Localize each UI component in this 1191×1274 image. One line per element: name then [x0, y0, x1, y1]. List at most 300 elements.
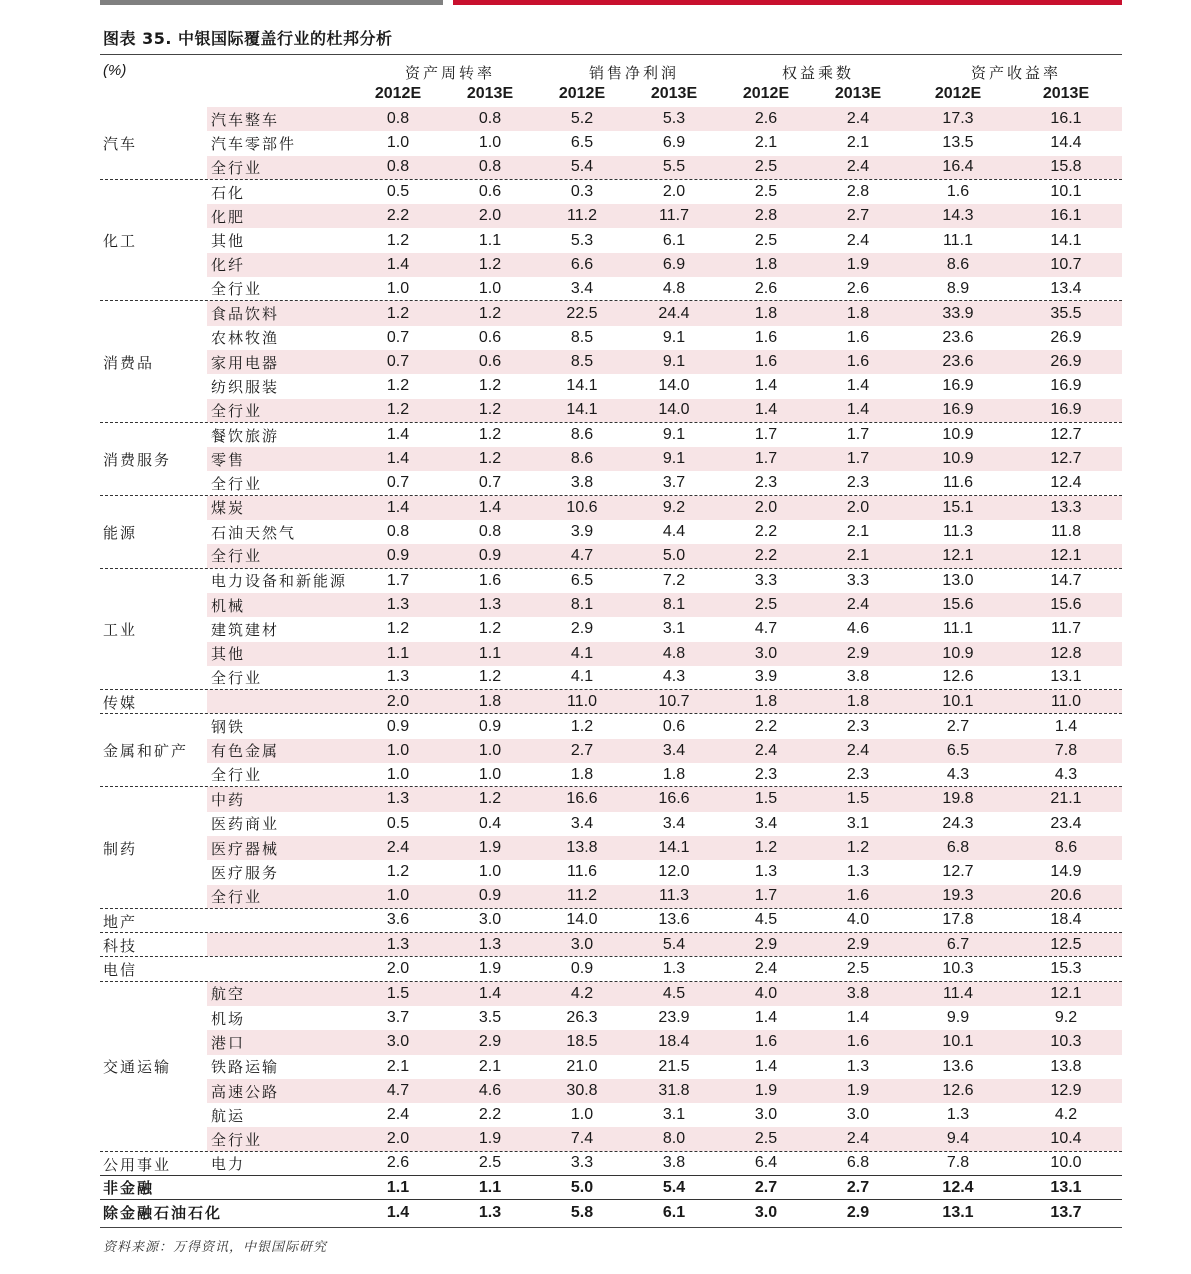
subsector-label: 全行业	[211, 1130, 263, 1149]
value-cell: 10.1	[942, 1033, 974, 1051]
value-cell: 3.4	[662, 814, 686, 832]
value-cell: 1.6	[754, 328, 778, 346]
value-cell: 18.4	[658, 1033, 690, 1051]
value-cell: 1.0	[386, 134, 410, 152]
value-cell: 3.3	[754, 571, 778, 589]
table-row	[100, 593, 1122, 617]
value-cell: 9.4	[946, 1130, 970, 1148]
value-cell: 23.9	[658, 1009, 690, 1027]
value-cell: 10.3	[1050, 1033, 1082, 1051]
value-cell: 1.0	[478, 765, 502, 783]
sector-label: 消费品	[103, 353, 155, 372]
value-cell: 24.4	[658, 304, 690, 322]
value-cell: 4.0	[754, 984, 778, 1002]
value-cell: 3.5	[478, 1009, 502, 1027]
value-cell: 2.5	[478, 1154, 502, 1172]
subsector-label: 全行业	[211, 547, 263, 566]
value-cell: 4.5	[754, 911, 778, 929]
value-cell: 13.1	[1050, 668, 1082, 686]
table-row	[100, 812, 1122, 836]
sector-label: 电信	[103, 961, 138, 980]
header-bar-gray	[100, 0, 443, 5]
value-cell: 21.5	[658, 1057, 690, 1075]
value-cell: 1.0	[386, 741, 410, 759]
value-cell: 2.6	[386, 1154, 410, 1172]
table-row	[100, 836, 1122, 860]
col-group-asset-turnover: 资产周转率	[404, 64, 495, 82]
value-cell: 2.4	[754, 741, 778, 759]
table-row	[100, 471, 1122, 495]
value-cell: 1.2	[386, 863, 410, 881]
value-cell: 2.9	[478, 1033, 502, 1051]
col-year: 2012E	[374, 85, 422, 102]
value-cell: 4.7	[570, 546, 594, 564]
value-cell: 23.6	[942, 353, 974, 371]
value-cell: 1.7	[846, 426, 870, 443]
col-year: 2013E	[650, 85, 698, 102]
value-cell: 12.7	[942, 863, 974, 881]
dupont-table	[100, 107, 1122, 1225]
value-cell: 1.8	[754, 304, 778, 322]
value-cell: 0.9	[478, 717, 502, 735]
value-cell: 13.3	[1050, 498, 1082, 516]
unit-label: (%)	[103, 62, 127, 79]
value-cell: 1.2	[478, 790, 502, 808]
value-cell: 14.0	[658, 401, 690, 419]
value-cell: 3.8	[662, 1154, 686, 1172]
value-cell: 1.2	[478, 401, 502, 419]
value-cell: 1.9	[754, 1082, 778, 1100]
value-cell: 4.1	[570, 668, 594, 686]
value-cell: 0.8	[386, 523, 410, 541]
value-cell: 5.4	[662, 935, 686, 953]
value-cell: 1.4	[478, 984, 502, 1002]
value-cell: 1.8	[754, 692, 778, 710]
value-cell: 3.3	[570, 1154, 594, 1172]
value-cell: 2.0	[846, 498, 870, 516]
sector-label: 汽车	[103, 134, 138, 153]
value-cell: 9.1	[662, 426, 686, 443]
value-cell: 23.6	[942, 328, 974, 346]
value-cell: 1.7	[386, 571, 410, 589]
value-cell: 3.0	[754, 1106, 778, 1124]
value-cell: 12.1	[1050, 546, 1082, 564]
value-cell: 11.7	[659, 207, 689, 225]
value-cell: 2.7	[846, 1178, 870, 1196]
table-row	[100, 739, 1122, 763]
subsector-label: 全行业	[211, 401, 263, 420]
value-cell: 4.1	[570, 644, 594, 662]
subsector-label: 食品饮料	[211, 305, 280, 324]
value-cell: 5.5	[662, 158, 686, 176]
subsector-label: 医疗器械	[211, 839, 280, 858]
value-cell: 1.0	[386, 765, 410, 783]
sector-label: 制药	[103, 839, 138, 858]
subsector-label: 全行业	[211, 158, 263, 177]
value-cell: 11.8	[1051, 523, 1081, 541]
value-cell: 6.8	[846, 1154, 870, 1172]
value-cell: 17.3	[942, 110, 974, 128]
table-row	[100, 204, 1122, 228]
value-cell: 1.4	[846, 377, 870, 395]
value-cell: 18.4	[1050, 911, 1082, 929]
value-cell: 5.3	[662, 110, 686, 128]
value-cell: 9.1	[662, 450, 686, 468]
subsector-label: 煤炭	[211, 499, 246, 518]
value-cell: 11.0	[567, 692, 597, 710]
value-cell: 2.7	[570, 741, 594, 759]
value-cell: 0.9	[478, 546, 502, 564]
value-cell: 8.9	[946, 279, 970, 297]
value-cell: 3.1	[662, 620, 686, 638]
value-cell: 1.8	[478, 692, 502, 710]
value-cell: 2.8	[846, 183, 870, 201]
value-cell: 8.6	[1054, 839, 1078, 857]
value-cell: 2.4	[386, 1106, 410, 1124]
value-cell: 1.2	[478, 450, 502, 468]
value-cell: 2.3	[846, 765, 870, 783]
value-cell: 1.2	[478, 304, 502, 322]
value-cell: 6.5	[570, 571, 594, 589]
figure-title: 图表 35. 中银国际覆盖行业的杜邦分析	[103, 29, 393, 48]
value-cell: 1.2	[478, 255, 502, 273]
table-row	[100, 228, 1122, 252]
value-cell: 4.2	[1054, 1106, 1078, 1124]
value-cell: 0.8	[386, 110, 410, 128]
value-cell: 8.1	[570, 596, 594, 614]
value-cell: 1.4	[754, 377, 778, 395]
value-cell: 4.3	[662, 668, 686, 686]
table-row	[100, 156, 1122, 180]
value-cell: 1.0	[478, 134, 502, 152]
value-cell: 2.1	[846, 134, 870, 152]
table-row	[100, 957, 1122, 981]
col-year: 2013E	[834, 85, 882, 102]
value-cell: 2.0	[754, 498, 778, 516]
value-cell: 2.4	[846, 110, 870, 128]
value-cell: 1.6	[946, 183, 970, 201]
value-cell: 8.1	[662, 596, 686, 614]
value-cell: 9.2	[1054, 1009, 1078, 1027]
value-cell: 3.4	[662, 741, 686, 759]
value-cell: 1.9	[846, 1082, 870, 1100]
value-cell: 16.9	[1050, 401, 1082, 419]
value-cell: 2.5	[846, 960, 870, 978]
value-cell: 1.9	[846, 255, 870, 273]
value-cell: 0.4	[478, 814, 502, 832]
value-cell: 2.9	[846, 1203, 870, 1221]
value-cell: 14.4	[1050, 134, 1082, 152]
source-note: 资料来源：万得资讯，中银国际研究	[103, 1240, 328, 1255]
value-cell: 19.8	[942, 790, 974, 808]
value-cell: 1.4	[846, 1009, 870, 1027]
value-cell: 12.7	[1050, 450, 1082, 468]
value-cell: 12.5	[1050, 935, 1082, 953]
value-cell: 6.8	[946, 839, 970, 857]
total-label: 非金融	[103, 1179, 155, 1198]
col-year: 2013E	[1042, 85, 1090, 102]
value-cell: 2.5	[754, 1130, 778, 1148]
table-row	[100, 107, 1122, 131]
value-cell: 0.9	[386, 717, 410, 735]
value-cell: 3.8	[570, 474, 594, 492]
value-cell: 11.1	[943, 620, 973, 638]
value-cell: 5.2	[570, 110, 594, 128]
value-cell: 4.5	[662, 984, 686, 1002]
value-cell: 12.6	[942, 668, 974, 686]
value-cell: 4.2	[570, 984, 594, 1002]
value-cell: 0.9	[570, 960, 594, 978]
table-row	[100, 569, 1122, 593]
col-year: 2013E	[466, 85, 514, 102]
value-cell: 1.1	[478, 644, 502, 662]
value-cell: 2.7	[846, 207, 870, 225]
value-cell: 10.3	[942, 960, 974, 978]
subsector-label: 高速公路	[211, 1082, 280, 1101]
value-cell: 4.6	[846, 620, 870, 638]
value-cell: 10.0	[1050, 1154, 1082, 1172]
total-row	[100, 1200, 1122, 1224]
value-cell: 1.3	[662, 960, 686, 978]
value-cell: 21.1	[1050, 790, 1082, 808]
value-cell: 1.3	[478, 596, 502, 614]
subsector-label: 机场	[211, 1009, 246, 1028]
table-row	[100, 399, 1122, 423]
value-cell: 13.0	[942, 571, 974, 589]
value-cell: 2.1	[846, 546, 870, 564]
value-cell: 1.9	[478, 1130, 502, 1148]
value-cell: 1.0	[570, 1106, 594, 1124]
value-cell: 1.4	[478, 498, 502, 516]
value-cell: 6.5	[570, 134, 594, 152]
value-cell: 3.0	[754, 644, 778, 662]
value-cell: 16.9	[942, 401, 974, 419]
value-cell: 3.7	[386, 1009, 410, 1027]
value-cell: 0.5	[386, 814, 410, 832]
col-year: 2012E	[742, 85, 790, 102]
value-cell: 13.1	[1050, 1178, 1082, 1196]
table-row	[100, 763, 1122, 787]
value-cell: 2.5	[754, 158, 778, 176]
value-cell: 14.7	[1050, 571, 1082, 589]
subsector-label: 港口	[211, 1033, 246, 1052]
value-cell: 11.6	[567, 863, 597, 881]
subsector-label: 机械	[211, 596, 246, 615]
value-cell: 4.3	[946, 765, 970, 783]
value-cell: 12.8	[1050, 644, 1082, 662]
value-cell: 1.7	[754, 887, 778, 905]
value-cell: 10.1	[942, 692, 974, 710]
sector-label: 工业	[103, 620, 138, 639]
value-cell: 14.1	[566, 377, 598, 395]
value-cell: 2.2	[478, 1106, 502, 1124]
value-cell: 3.6	[386, 911, 410, 929]
value-cell: 1.4	[386, 255, 410, 273]
value-cell: 11.2	[567, 207, 597, 225]
value-cell: 1.6	[754, 1033, 778, 1051]
value-cell: 11.3	[659, 887, 689, 905]
value-cell: 4.7	[754, 620, 778, 638]
table-row	[100, 787, 1122, 811]
subsector-label: 电力	[211, 1154, 246, 1173]
value-cell: 1.2	[386, 401, 410, 419]
value-cell: 8.6	[570, 426, 594, 443]
value-cell: 14.1	[566, 401, 598, 419]
subsector-label: 铁路运输	[211, 1058, 280, 1077]
table-row	[100, 1006, 1122, 1030]
value-cell: 3.4	[754, 814, 778, 832]
value-cell: 1.2	[846, 839, 870, 857]
value-cell: 13.8	[1050, 1057, 1082, 1075]
sector-label: 公用事业	[103, 1155, 172, 1174]
value-cell: 2.2	[386, 207, 410, 225]
value-cell: 11.2	[567, 887, 597, 905]
value-cell: 2.1	[754, 134, 778, 152]
value-cell: 13.4	[1050, 279, 1082, 297]
table-row	[100, 520, 1122, 544]
value-cell: 1.2	[386, 377, 410, 395]
value-cell: 14.1	[658, 839, 690, 857]
value-cell: 4.3	[1054, 765, 1078, 783]
value-cell: 1.4	[754, 1009, 778, 1027]
value-cell: 0.7	[386, 353, 410, 371]
subsector-label: 石化	[211, 183, 246, 202]
table-row	[100, 642, 1122, 666]
value-cell: 3.3	[846, 571, 870, 589]
value-cell: 16.9	[942, 377, 974, 395]
table-row	[100, 496, 1122, 520]
value-cell: 2.4	[846, 1130, 870, 1148]
table-row	[100, 423, 1122, 447]
value-cell: 1.3	[386, 935, 410, 953]
value-cell: 1.6	[846, 1033, 870, 1051]
value-cell: 1.4	[846, 401, 870, 419]
value-cell: 1.3	[386, 668, 410, 686]
value-cell: 8.5	[570, 353, 594, 371]
value-cell: 0.8	[386, 158, 410, 176]
value-cell: 10.7	[1050, 255, 1082, 273]
value-cell: 5.4	[662, 1178, 686, 1196]
value-cell: 21.0	[566, 1057, 598, 1075]
value-cell: 10.9	[942, 450, 974, 468]
value-cell: 23.4	[1050, 814, 1082, 832]
value-cell: 1.4	[1054, 717, 1078, 735]
value-cell: 2.3	[846, 474, 870, 492]
value-cell: 2.9	[846, 644, 870, 662]
table-row	[100, 885, 1122, 909]
value-cell: 0.6	[662, 717, 686, 735]
subsector-label: 全行业	[211, 280, 263, 299]
subsector-label: 全行业	[211, 668, 263, 687]
subsector-label: 化纤	[211, 256, 246, 275]
value-cell: 13.7	[1050, 1203, 1082, 1221]
value-cell: 2.5	[754, 596, 778, 614]
table-row	[100, 1127, 1122, 1151]
value-cell: 15.8	[1050, 158, 1082, 176]
table-row	[100, 617, 1122, 641]
value-cell: 1.1	[478, 231, 502, 249]
value-cell: 16.9	[1050, 377, 1082, 395]
value-cell: 2.4	[846, 231, 870, 249]
value-cell: 0.6	[478, 353, 502, 371]
value-cell: 1.0	[478, 279, 502, 297]
value-cell: 9.9	[946, 1009, 970, 1027]
value-cell: 3.8	[846, 984, 870, 1002]
table-row	[100, 1079, 1122, 1103]
value-cell: 11.3	[943, 523, 973, 541]
value-cell: 6.9	[662, 134, 686, 152]
value-cell: 1.2	[386, 231, 410, 249]
value-cell: 14.0	[566, 911, 598, 929]
value-cell: 1.0	[478, 863, 502, 881]
value-cell: 14.0	[658, 377, 690, 395]
table-row	[100, 714, 1122, 738]
subsector-label: 餐饮旅游	[211, 426, 280, 445]
value-cell: 1.4	[754, 1057, 778, 1075]
value-cell: 26.9	[1050, 353, 1082, 371]
value-cell: 6.5	[946, 741, 970, 759]
table-row	[100, 909, 1122, 933]
table-row	[100, 860, 1122, 884]
value-cell: 10.9	[942, 426, 974, 443]
value-cell: 1.2	[478, 426, 502, 443]
value-cell: 2.6	[754, 110, 778, 128]
value-cell: 26.9	[1050, 328, 1082, 346]
value-cell: 35.5	[1050, 304, 1082, 322]
value-cell: 3.0	[846, 1106, 870, 1124]
value-cell: 1.6	[754, 353, 778, 371]
value-cell: 0.6	[478, 183, 502, 201]
value-cell: 0.7	[478, 474, 502, 492]
value-cell: 16.6	[658, 790, 690, 808]
value-cell: 13.1	[942, 1203, 974, 1221]
value-cell: 0.8	[478, 110, 502, 128]
table-row	[100, 1103, 1122, 1127]
value-cell: 30.8	[566, 1082, 598, 1100]
total-row	[100, 1176, 1122, 1200]
value-cell: 2.3	[754, 474, 778, 492]
subsector-label: 汽车零部件	[211, 134, 297, 153]
value-cell: 3.0	[478, 911, 502, 929]
value-cell: 1.5	[386, 984, 410, 1002]
subsector-label: 其他	[211, 645, 246, 664]
value-cell: 1.4	[754, 401, 778, 419]
table-row	[100, 326, 1122, 350]
value-cell: 12.4	[1050, 474, 1082, 492]
col-year: 2012E	[934, 85, 982, 102]
value-cell: 2.2	[754, 546, 778, 564]
sector-label: 消费服务	[103, 450, 172, 469]
value-cell: 3.4	[570, 279, 594, 297]
total-label: 除金融石油石化	[103, 1204, 223, 1222]
value-cell: 2.4	[846, 158, 870, 176]
col-year: 2012E	[558, 85, 606, 102]
value-cell: 5.0	[662, 546, 686, 564]
value-cell: 1.1	[478, 1178, 502, 1196]
table-row	[100, 544, 1122, 568]
value-cell: 10.9	[942, 644, 974, 662]
value-cell: 2.9	[754, 935, 778, 953]
subsector-label: 汽车整车	[211, 110, 280, 129]
value-cell: 0.9	[386, 546, 410, 564]
value-cell: 1.7	[754, 450, 778, 468]
value-cell: 1.3	[386, 790, 410, 808]
value-cell: 4.6	[478, 1082, 502, 1100]
value-cell: 16.6	[566, 790, 598, 808]
value-cell: 0.3	[570, 183, 594, 201]
value-cell: 1.8	[662, 765, 686, 783]
value-cell: 8.0	[662, 1130, 686, 1148]
